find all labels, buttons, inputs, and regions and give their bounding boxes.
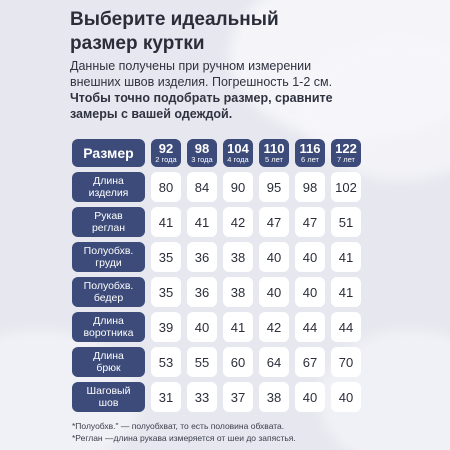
size-col-110 (259, 139, 289, 167)
page-title (70, 8, 279, 56)
table-cell: 31 (151, 382, 181, 412)
row-label-chest: Полуобхв. груди (72, 242, 145, 272)
table-cell: 41 (187, 207, 217, 237)
footnote-raglan: *Реглан —длина рукава измеряется от шеи до запястья. (72, 433, 296, 443)
table-cell: 51 (331, 207, 361, 237)
footnotes (72, 420, 296, 444)
size-number: 110 (263, 140, 285, 156)
size-age: 6 лет (301, 154, 319, 164)
row-label-pants: Длина брюк (72, 347, 145, 377)
description (70, 58, 370, 122)
size-col-98 (187, 139, 217, 167)
size-col-116 (295, 139, 325, 167)
table-cell: 36 (187, 242, 217, 272)
description-line-1: Данные получены при ручном измерении (70, 59, 312, 73)
table-cell: 42 (259, 312, 289, 342)
table-cell: 36 (187, 277, 217, 307)
table-cell: 40 (331, 382, 361, 412)
table-cell: 41 (331, 277, 361, 307)
size-number: 104 (227, 140, 249, 156)
table-cell: 55 (187, 347, 217, 377)
table-cell: 42 (223, 207, 253, 237)
title-line-2: размер куртки (70, 33, 205, 54)
table-cell: 35 (151, 242, 181, 272)
size-number: 98 (194, 140, 210, 156)
table-cell: 38 (223, 277, 253, 307)
size-age: 3 года (191, 154, 213, 164)
table-cell: 102 (331, 172, 361, 202)
table-cell: 33 (187, 382, 217, 412)
table-cell: 67 (295, 347, 325, 377)
footnote-half-girth: *Полуобхв." — полуобхват, то есть половина обхвата. (72, 421, 285, 431)
table-cell: 60 (223, 347, 253, 377)
size-number: 122 (335, 140, 357, 156)
table-cell: 40 (295, 277, 325, 307)
table-cell: 44 (295, 312, 325, 342)
table-cell: 35 (151, 277, 181, 307)
size-table (66, 134, 367, 417)
table-cell: 98 (295, 172, 325, 202)
table-cell: 38 (223, 242, 253, 272)
table-cell: 47 (295, 207, 325, 237)
table-cell: 47 (259, 207, 289, 237)
row-label-length: Длина изделия (72, 172, 145, 202)
size-col-122 (331, 139, 361, 167)
table-cell: 41 (331, 242, 361, 272)
table-cell: 40 (295, 382, 325, 412)
table-row (72, 172, 361, 202)
description-line-2: внешних швов изделия. Погрешность 1-2 см. (70, 75, 333, 89)
table-cell: 40 (295, 242, 325, 272)
size-age: 7 лет (337, 154, 355, 164)
size-col-104 (223, 139, 253, 167)
size-header-label: Размер (72, 139, 145, 167)
table-row (72, 277, 361, 307)
table-row (72, 207, 361, 237)
table-row (72, 347, 361, 377)
row-label-collar: Длина воротника (72, 312, 145, 342)
size-age: 4 года (227, 154, 249, 164)
size-age: 2 года (155, 154, 177, 164)
table-cell: 90 (223, 172, 253, 202)
table-cell: 37 (223, 382, 253, 412)
description-bold-line-2: замеры с вашей одеждой. (70, 107, 233, 121)
table-cell: 53 (151, 347, 181, 377)
table-cell: 44 (331, 312, 361, 342)
title-line-1: Выберите идеальный (70, 9, 279, 30)
row-label-hips: Полуобхв. бедер (72, 277, 145, 307)
table-row (72, 382, 361, 412)
table-cell: 41 (151, 207, 181, 237)
table-row (72, 242, 361, 272)
table-cell: 80 (151, 172, 181, 202)
size-col-92 (151, 139, 181, 167)
description-bold-line-1: Чтобы точно подобрать размер, сравните (70, 91, 333, 105)
size-header-row (72, 139, 361, 167)
table-cell: 95 (259, 172, 289, 202)
table-cell: 40 (259, 242, 289, 272)
row-label-sleeve: Рукав реглан (72, 207, 145, 237)
row-label-inseam: Шаговый шов (72, 382, 145, 412)
table-cell: 40 (259, 277, 289, 307)
size-age: 5 лет (265, 154, 283, 164)
table-cell: 70 (331, 347, 361, 377)
table-cell: 64 (259, 347, 289, 377)
table-row (72, 312, 361, 342)
table-cell: 39 (151, 312, 181, 342)
table-cell: 38 (259, 382, 289, 412)
table-cell: 41 (223, 312, 253, 342)
table-cell: 40 (187, 312, 217, 342)
size-number: 116 (299, 140, 321, 156)
table-cell: 84 (187, 172, 217, 202)
size-number: 92 (158, 140, 174, 156)
